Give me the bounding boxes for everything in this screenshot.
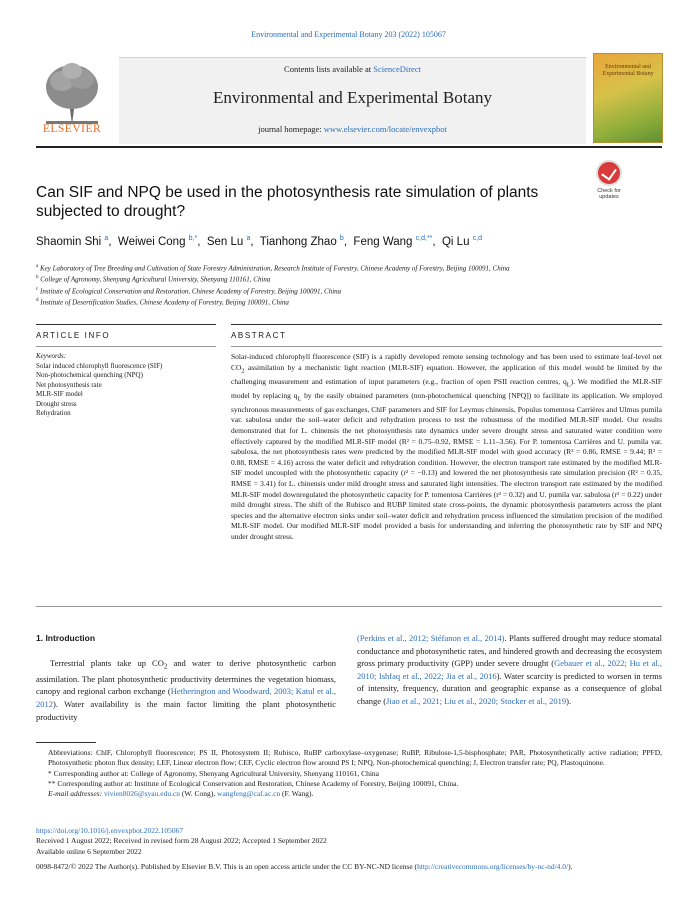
journal-cover-thumbnail[interactable] — [593, 53, 663, 143]
journal-citation[interactable]: Environmental and Experimental Botany 203 (2022) 105067 — [251, 30, 446, 39]
homepage-link[interactable]: www.elsevier.com/locate/envexpbot — [323, 124, 447, 134]
affiliation: $^a$ Key Laboratory of Tree Breeding and Cultivation of State Forestry Administration, Research Institute of Forestry, Chinese Academy of Forestry, Beijing 100091, China — [36, 264, 510, 273]
intro-paragraph: Terrestrial plants take up $CO_2$ and water to derive photosynthetic carbon assimilation. The plant photosynthetic productivity determines the vegetation biomass, canopy and regional carbon exchange (Hetherington and Woodward, 2003; Katul et al., 2012). Water availability is the main factor limiting the plant photosynthetic productivity — [36, 657, 336, 722]
sciencedirect-link[interactable]: ScienceDirect — [373, 64, 421, 74]
journal-title: Environmental and Experimental Botany — [212, 88, 492, 107]
keyword: Solar induced chlorophyll fluorescence (SIF) — [36, 361, 163, 370]
author[interactable]: Tianhong Zhao $^b$ — [259, 235, 344, 248]
keyword: Rehydration — [36, 409, 71, 417]
affiliation: $^d$ Institute of Desertification Studies, Chinese Academy of Forestry, Beijing 100091, China — [36, 297, 289, 307]
affiliation: $^b$ College of Agronomy, Shenyang Agricultural University, Shenyang 110161, China — [36, 275, 271, 284]
homepage-line: journal homepage: www.elsevier.com/locate/envexpbot — [258, 124, 447, 134]
abbreviations-note: Abbreviations: ChlF, Chlorophyll fluorescence; PS II, Photosystem II; Rubisco, RuBP carboxylase–oxygenase; RuBP, Ribulose-1,5-bisphosphate; PAR, Photosynthetically active radiation; PPFD, Photosynthetic photon flux density; LEF, Linear electron flow; CEF, Cyclic electron flow around PS I; NPQ, Non-photochemical quenching; J, Electron transfer rate; PQ, Plastoquinone. — [48, 748, 662, 768]
author-list: Shaomin Shi $^a$, Weiwei Cong $^{b,*}$, Sen Lu $^a$, Tianhong Zhao $^b$, Feng Wang $^{c,d,**}$, Qi Lu $^{c,d}$ — [36, 235, 483, 248]
author[interactable]: Feng Wang $^{c,d,**}$ — [353, 235, 433, 248]
keywords-rule — [36, 346, 216, 347]
keyword: Net photosynthesis rate — [36, 380, 102, 389]
check-icon — [596, 160, 622, 186]
keywords-block — [36, 352, 216, 419]
citation-link[interactable]: Jiao et al., 2021; Liu et al., 2020; Stocker et al., 2019 — [386, 695, 567, 706]
citation-link[interactable]: Gebauer et al., 2022; Hu et al., 2010; Ishfaq et al., 2022; Jia et al., 2016 — [357, 658, 663, 681]
email-line: E-mail addresses: vivien8026@syau.edu.cn (W. Cong), wangfeng@caf.ac.cn (F. Wang). — [48, 789, 314, 799]
corresponding-author-1: * Corresponding author at: College of Agronomy, Shenyang Agricultural University, Shenyang 110161, China — [48, 768, 379, 778]
check-updates-label: Check for updates — [597, 188, 621, 200]
abstract-text: Solar-induced chlorophyll fluorescence (SIF) is a rapidly developed remote sensing technology and has been used to estimate leaf-level net $CO_2$ assimilation by a mechanistic light reaction (MLR-SIF) equation. However, the application of this model would be limited by the challenging measurement and estimation of input parameters (e.g., fraction of open PSII reaction centres, $q_L$). We modified the MLR-SIF model by replacing $q_L$ by the easily obtained parameters (non-photochemical quenching [NPQ]) to facilitate its application. We employed synchronous measurements of gas exchanges, ChlF parameters and SIF for Leymus chinensis, Populus tomentosa Carrières and Ulmus pumila var. sabulosa under the soil–water deficit and rehydration process to test the robustness of the modified MLR-SIF model. Our results demonstrated that for L. chinensis the net photosynthesis rate dynamics under severe drought stress and saturated water condition were effectively captured by the modified MLR-SIF model (R² = 0.75–0.92, RMSE = 1.11–3.56). For P. tomentosa Carrières and U. pumila var. sabulosa, the net photosynthesis rates were predicted by the modified MLR-SIF model with good accuracy (R² = 0.86, RMSE = 9.44; R² = 0.88, RMSE = 4.16) across the water deficit and rehydration condition. However, the electron transport rate estimated by the modified MLR-SIF model uncoupled with the photosynthetic capacity (r² = −0.13) and lowered the net photosynthesis rate simulation precision (R² = 0.35, RMSE = 3.41) for L. chinensis under mild drought stress and saturated light intensities. The electron transport rate estimated by the modified MLR-SIF model downregulated the photosynthetic capacity for P. tomentosa Carrières (r² = 0.32) and U. pumila var. sabulosa (r² = 0.22) under mild drought stress. The shift of the Rubisco and RUBP limited state cross-points, the dynamic photosynthesis parameters across the plant species and the alternative electron sinks under soil–water deficit and rehydration process influenced the simulation precision of the modified MLR-SIF model. Our modified MLR-SIF model provided a basis for understanding and inferring the photosynthetic rate by SIF and NPQ under drought stress. — [231, 352, 663, 541]
email-link[interactable]: wangfeng@caf.ac.cn — [217, 789, 281, 799]
intro-heading: 1. Introduction — [36, 633, 96, 643]
footnote-rule — [36, 742, 96, 743]
abstract-heading: ABSTRACT — [231, 331, 287, 340]
keywords-label: Keywords: — [36, 352, 67, 360]
article-info-rule — [36, 324, 216, 325]
author[interactable]: Qi Lu $^{c,d}$ — [441, 235, 483, 248]
author[interactable]: Weiwei Cong $^{b,*}$ — [117, 235, 198, 248]
intro-left-column — [36, 632, 336, 723]
doi-link[interactable]: https://doi.org/10.1016/j.envexpbot.2022.105067 — [36, 826, 184, 835]
cover-title: Environmental and Experimental Botany — [602, 64, 654, 77]
header-divider — [36, 146, 662, 148]
intro-paragraph-continued: (Perkins et al., 2012; Stéfanon et al., 2014). Plants suffered drought may reduce stomatal conductance and photosynthetic rates, and hindered growth and decreasing the ecosystem gross primary productivity (GPP) under severe drought (Gebauer et al., 2022; Hu et al., 2010; Ishfaq et al., 2022; Jia et al., 2016). Water scarcity is predicted to worsen in terms of intensity, frequency, duration and geographic expanse as a consequence of global change (Jiao et al., 2021; Liu et al., 2020; Stocker et al., 2019). — [357, 633, 663, 706]
contents-line: Contents lists available at ScienceDirect — [284, 64, 421, 74]
article-metadata — [36, 826, 662, 872]
corresponding-author-2: ** Corresponding author at: Institute of Ecological Conservation and Restoration, Chinese Academy of Forestry, Beijing 100091, China. — [48, 778, 459, 788]
author[interactable]: Shaomin Shi $^a$ — [36, 235, 109, 248]
license-line: 0098-8472/© 2022 The Author(s). Published by Elsevier B.V. This is an open access article under the CC BY-NC-ND license (http://creativecommons.org/licenses/by-nc-nd/4.0/). — [36, 861, 573, 871]
abstract-top-rule — [231, 346, 662, 347]
available-online: Available online 6 September 2022 — [36, 846, 142, 856]
check-for-updates-button[interactable] — [592, 160, 626, 200]
received-dates: Received 1 August 2022; Received in revised form 28 August 2022; Accepted 1 September 2022 — [36, 836, 327, 846]
citation-link[interactable]: Hetherington and Woodward, 2003; Katul et al., 2012 — [36, 686, 336, 710]
footnotes — [36, 748, 662, 799]
license-link[interactable]: http://creativecommons.org/licenses/by-nc-nd/4.0/ — [417, 861, 569, 871]
journal-banner — [119, 57, 586, 144]
article-info-heading: ARTICLE INFO — [36, 331, 111, 340]
abstract-rule — [231, 324, 662, 325]
paper-title: Can SIF and NPQ be used in the photosynthesis rate simulation of plants subjected to drought? — [36, 184, 539, 220]
abstract-bottom-rule — [36, 606, 662, 607]
keyword: Non-photochemical quenching (NPQ) — [36, 371, 143, 379]
journal-header — [36, 47, 662, 145]
author[interactable]: Sen Lu $^a$ — [206, 235, 251, 248]
publisher-name: ELSEVIER — [42, 123, 102, 135]
email-link[interactable]: vivien8026@syau.edu.cn — [103, 789, 181, 799]
keyword: Drought stress — [36, 399, 77, 408]
keyword: MLR-SIF model — [36, 390, 83, 398]
intro-right-column — [357, 632, 662, 708]
affiliation: $^c$ Institute of Ecological Conservation and Restoration, Chinese Academy of Forestry, Beijing 100091, China — [36, 286, 342, 295]
citation-link[interactable]: (Perkins et al., 2012; Stéfanon et al., 2014) — [357, 633, 505, 643]
affiliations — [36, 262, 662, 307]
